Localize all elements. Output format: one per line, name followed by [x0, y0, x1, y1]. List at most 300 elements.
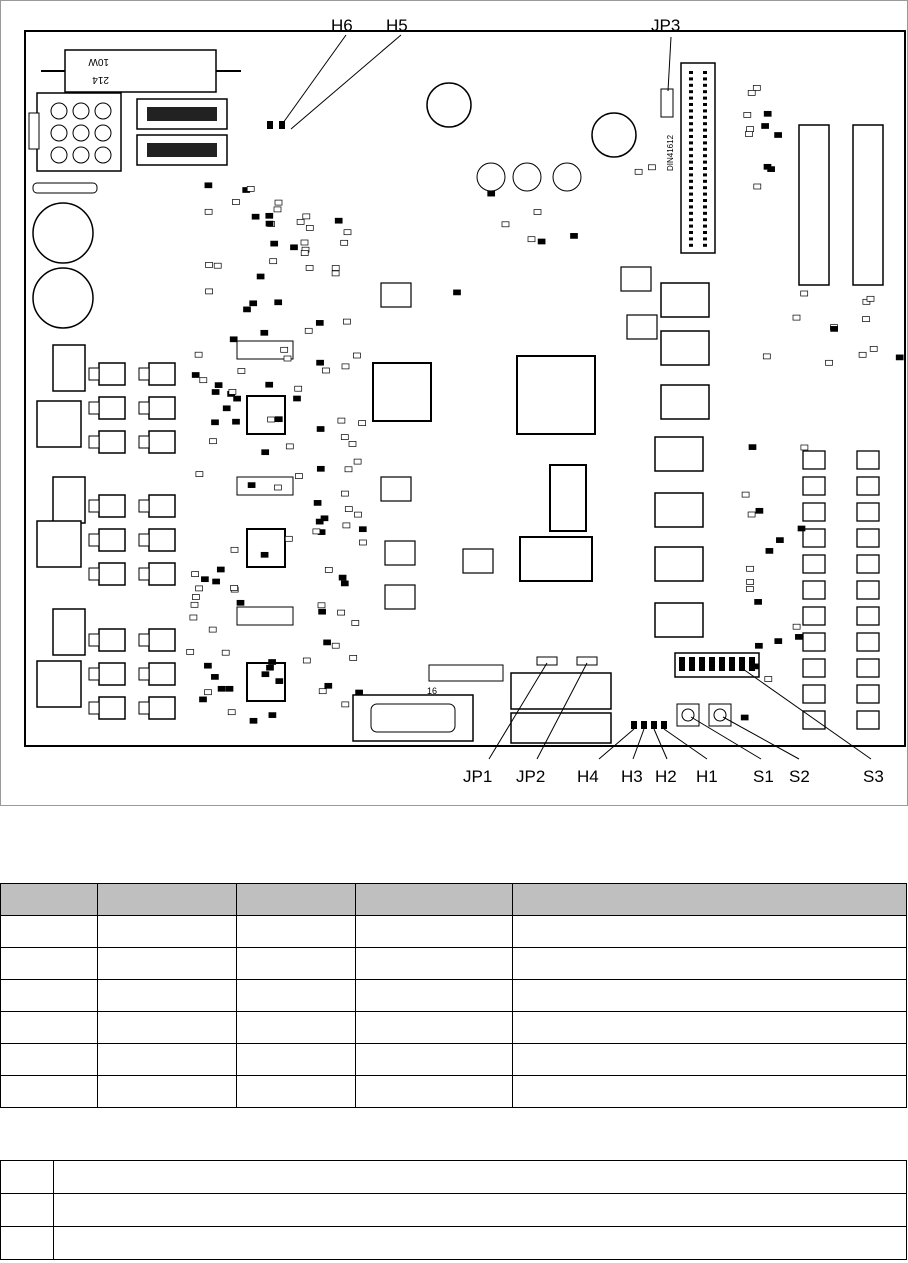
smd-part [196, 586, 203, 591]
smd-part [226, 686, 233, 691]
smd-part [275, 417, 282, 422]
crystal [33, 183, 97, 193]
smd-part [244, 307, 251, 312]
smd-part [222, 650, 229, 655]
jumper-jp3 [661, 89, 673, 117]
inductor-l2 [53, 477, 85, 523]
smd-part [751, 664, 758, 669]
table-cell [356, 948, 513, 980]
table-cell [356, 1012, 513, 1044]
smd-part [319, 609, 326, 614]
smd-part [297, 219, 304, 224]
din-pin [689, 154, 693, 157]
smd-part [206, 289, 213, 294]
callout-h3: H3 [621, 767, 643, 786]
table-row [1, 1227, 907, 1260]
inductor-round-2 [592, 113, 636, 157]
smd-part [793, 315, 800, 320]
smd-part [528, 237, 535, 242]
capacitor-c8 [513, 163, 541, 191]
smd-part [324, 640, 331, 645]
smd-part [200, 378, 207, 383]
smd-part [744, 112, 751, 117]
transistor [99, 363, 125, 385]
smd-part [325, 683, 332, 688]
smd-part [746, 132, 753, 137]
table-cell [98, 980, 237, 1012]
connector-pin [95, 103, 111, 119]
jumper-header [857, 685, 879, 703]
jumper-header [857, 477, 879, 495]
din-pin [703, 161, 707, 164]
smd-part [303, 214, 310, 219]
transistor-tab [89, 534, 99, 546]
jumper-header [803, 685, 825, 703]
table-row [1, 916, 907, 948]
smd-part [232, 200, 239, 205]
smd-part [215, 383, 222, 388]
callout-jp1: JP1 [463, 767, 493, 786]
transistor [99, 563, 125, 585]
din-pin [689, 148, 693, 151]
connector-pin [95, 125, 111, 141]
jumper-header [857, 529, 879, 547]
capacitor-c2 [33, 268, 93, 328]
table-cell [356, 1044, 513, 1076]
smd-part [212, 420, 219, 425]
din-pin [689, 135, 693, 138]
smd-part [210, 439, 217, 444]
table-cell [1, 980, 98, 1012]
smd-part [248, 483, 255, 488]
table-cell [513, 1044, 907, 1076]
dip-chip-small [381, 283, 411, 307]
table-cell [1, 916, 98, 948]
led-h2 [651, 721, 657, 729]
smd-part [306, 265, 313, 270]
smd-part [359, 527, 366, 532]
smd-part [648, 165, 655, 170]
smd-part [741, 715, 748, 720]
smd-part [205, 209, 212, 214]
din-pin [689, 199, 693, 202]
smd-part [795, 634, 802, 639]
smd-part [798, 526, 805, 531]
smd-part [748, 512, 755, 517]
smd-part [349, 441, 356, 446]
dip-chip [661, 283, 709, 317]
smd-part [766, 548, 773, 553]
transistor-tab [89, 500, 99, 512]
smd-part [801, 291, 808, 296]
table-cell [54, 1227, 907, 1260]
smd-part [303, 658, 310, 663]
table-cell [513, 980, 907, 1012]
smd-part [502, 222, 509, 227]
smd-part [295, 386, 302, 391]
smd-part [863, 317, 870, 322]
smd-part [231, 585, 238, 590]
din-pin [689, 90, 693, 93]
table-header-row [1, 884, 907, 916]
din-pin [703, 225, 707, 228]
dip-switch-key [679, 657, 685, 671]
table-cell [54, 1161, 907, 1194]
din-pin [689, 173, 693, 176]
transistor [149, 697, 175, 719]
transistor [149, 431, 175, 453]
specification-table [0, 883, 907, 1108]
din-pin [703, 205, 707, 208]
dip-switch-key [729, 657, 735, 671]
din-pin [703, 180, 707, 183]
smd-part [747, 127, 754, 132]
jumper-header [857, 581, 879, 599]
smd-part [343, 319, 350, 324]
transistor [149, 663, 175, 685]
smd-part [356, 690, 363, 695]
transistor [149, 629, 175, 651]
smd-part [762, 124, 769, 129]
transistor-tab [139, 368, 149, 380]
transistor [149, 563, 175, 585]
dip-chip-small [385, 585, 415, 609]
smd-part [269, 713, 276, 718]
callout-s3: S3 [863, 767, 884, 786]
dip-chip [655, 603, 703, 637]
capacitor-c9 [553, 163, 581, 191]
plcc-chip-1 [247, 396, 285, 434]
din-pin [703, 167, 707, 170]
smd-part [306, 225, 313, 230]
connector-x2 [37, 521, 81, 567]
callout-h5: H5 [386, 16, 408, 35]
smd-part [344, 230, 351, 235]
smd-part [200, 697, 207, 702]
smd-part [763, 354, 770, 359]
din-pin [689, 161, 693, 164]
db9-connector [353, 695, 473, 741]
smd-part [223, 406, 230, 411]
smd-part [355, 512, 362, 517]
dip-chip-small [381, 477, 411, 501]
smd-part [755, 643, 762, 648]
inductor-l1 [53, 345, 85, 391]
smd-part [212, 390, 219, 395]
smd-part [291, 245, 298, 250]
smd-part [747, 566, 754, 571]
smd-part [756, 508, 763, 513]
din-pin [689, 205, 693, 208]
smd-part [350, 655, 357, 660]
connector-x3 [37, 661, 81, 707]
smd-part [301, 251, 308, 256]
transistor-tab [139, 634, 149, 646]
table-cell [98, 948, 237, 980]
din-pin [689, 193, 693, 196]
table-cell [356, 916, 513, 948]
smd-part [746, 587, 753, 592]
smd-part [274, 485, 281, 490]
transistor [149, 363, 175, 385]
callout-jp2: JP2 [516, 767, 546, 786]
transistor-tab [139, 500, 149, 512]
table-row [1, 1194, 907, 1227]
jumper-header [857, 607, 879, 625]
smd-part [247, 186, 254, 191]
smd-part [237, 600, 244, 605]
smd-part [295, 474, 302, 479]
din-pin [703, 231, 707, 234]
jumper-header [803, 607, 825, 625]
smd-part [266, 382, 273, 387]
smd-part [268, 417, 275, 422]
smd-part [338, 418, 345, 423]
smd-part [359, 540, 366, 545]
din-pin [689, 116, 693, 119]
connector-pin [51, 103, 67, 119]
transistor [99, 663, 125, 685]
smd-part [266, 213, 273, 218]
table-cell [1, 1161, 54, 1194]
din-pin [703, 148, 707, 151]
table-cell [1, 1012, 98, 1044]
smd-part [192, 595, 199, 600]
connector-block-1 [511, 673, 611, 709]
smd-part [206, 262, 213, 267]
smd-part [742, 492, 749, 497]
jumper-header [803, 659, 825, 677]
smd-part [775, 639, 782, 644]
smd-part [571, 233, 578, 238]
din-pin [703, 186, 707, 189]
connector-pin [51, 125, 67, 141]
capacitor-c7 [477, 163, 505, 191]
table-cell [98, 1044, 237, 1076]
smd-part [196, 472, 203, 477]
table-row [1, 1044, 907, 1076]
jumper-header [803, 451, 825, 469]
table-cell [513, 1012, 907, 1044]
dip-chip [655, 547, 703, 581]
table-cell [237, 980, 356, 1012]
transistor-tab [89, 568, 99, 580]
smd-part [764, 111, 771, 116]
qfp-chip-main [517, 356, 595, 434]
connector-pin [73, 125, 89, 141]
smd-part [231, 547, 238, 552]
smd-part [859, 352, 866, 357]
connector-pins [51, 103, 111, 163]
smd-part [353, 353, 360, 358]
smd-part [749, 445, 756, 450]
transistor [149, 397, 175, 419]
pcb-drawing [1, 1, 907, 805]
table-cell [513, 1076, 907, 1108]
din-pin [689, 244, 693, 247]
table-row [1, 980, 907, 1012]
smd-part [317, 427, 324, 432]
din-label: DIN41612 [666, 134, 675, 171]
smd-part [234, 396, 241, 401]
smd-part [284, 356, 291, 361]
smd-part [305, 328, 312, 333]
smd-part [341, 435, 348, 440]
smd-part [322, 368, 329, 373]
transistor-tab [139, 436, 149, 448]
table-row [1, 1076, 907, 1108]
transistor [149, 495, 175, 517]
smd-part [317, 360, 324, 365]
ribbon-connector-2 [853, 125, 883, 285]
smd-part [262, 450, 269, 455]
smd-part [338, 610, 345, 615]
table-header-cell [1, 884, 98, 916]
led-h6 [267, 121, 273, 129]
jumper-header [803, 529, 825, 547]
din-pin [689, 237, 693, 240]
transistor [99, 495, 125, 517]
notes-table [0, 1160, 907, 1260]
smd-part [801, 445, 808, 450]
callout-s2: S2 [789, 767, 810, 786]
smd-part [343, 523, 350, 528]
din-pin [703, 135, 707, 138]
inductor-round-1 [427, 83, 471, 127]
fuse-1 [147, 107, 217, 121]
smd-part [748, 90, 755, 95]
smd-part [281, 347, 288, 352]
tsop-chip-1 [550, 465, 586, 531]
din-pin [703, 173, 707, 176]
din-pin [703, 129, 707, 132]
transistor-tab [89, 702, 99, 714]
din-pin [689, 180, 693, 183]
smd-part [229, 389, 236, 394]
transistor [99, 629, 125, 651]
table-cell [1, 1194, 54, 1227]
jumper-header [857, 659, 879, 677]
callout-h6: H6 [331, 16, 353, 35]
din-pin [703, 199, 707, 202]
smd-part [191, 602, 198, 607]
dip-switch-s3 [675, 653, 759, 677]
transistor-tab [89, 368, 99, 380]
din-pin [689, 71, 693, 74]
din-pin [689, 231, 693, 234]
din-pin [689, 103, 693, 106]
dip-switch-key [689, 657, 695, 671]
smd-part [250, 718, 257, 723]
smd-part [339, 575, 346, 580]
plcc-chip-2 [247, 529, 285, 567]
tsop-chip-2 [520, 537, 592, 581]
din-pin [703, 244, 707, 247]
smd-part [250, 301, 257, 306]
table-cell [1, 1076, 98, 1108]
din-pin [689, 141, 693, 144]
smd-part [205, 183, 212, 188]
din-pin [703, 97, 707, 100]
smd-part [342, 364, 349, 369]
din-pin [689, 84, 693, 87]
smd-part [314, 500, 321, 505]
smd-part [538, 239, 545, 244]
table-cell [1, 1227, 54, 1260]
jumper-header [857, 711, 879, 729]
smd-part [294, 396, 301, 401]
smd-part [775, 133, 782, 138]
ribbon-connector-1 [799, 125, 829, 285]
capacitor-c1 [33, 203, 93, 263]
smd-part [266, 221, 273, 226]
transistor-tab [139, 702, 149, 714]
callout-s1: S1 [753, 767, 774, 786]
smd-part [301, 240, 308, 245]
led-h3 [641, 721, 647, 729]
smd-part [319, 689, 326, 694]
din-pin [689, 129, 693, 132]
din-pin [703, 212, 707, 215]
smd-part [753, 85, 760, 90]
smd-part [341, 581, 348, 586]
smd-part [313, 529, 320, 534]
jumper-header [857, 633, 879, 651]
smd-part [896, 355, 903, 360]
callout-h1: H1 [696, 767, 718, 786]
resistor-code: 214 [92, 74, 109, 85]
transistor-tab [89, 634, 99, 646]
table-cell [356, 980, 513, 1012]
transistor [99, 529, 125, 551]
smd-part [488, 191, 495, 196]
smd-part [214, 263, 221, 268]
table-cell [54, 1194, 907, 1227]
smd-part [764, 164, 771, 169]
pin-header-16 [429, 665, 503, 681]
table-cell [98, 1076, 237, 1108]
smd-part [213, 579, 220, 584]
jumper-header [803, 633, 825, 651]
led-h4 [631, 721, 637, 729]
smd-part [187, 649, 194, 654]
table-header-cell [98, 884, 237, 916]
inductor-l3 [53, 609, 85, 655]
din-pin [689, 218, 693, 221]
header-pin-16: 16 [427, 686, 438, 696]
smd-part [276, 679, 283, 684]
smd-part [826, 360, 833, 365]
table-header-cell [237, 884, 356, 916]
table-cell [98, 916, 237, 948]
smd-part [228, 710, 235, 715]
table-cell [237, 1076, 356, 1108]
dip-switch-key [739, 657, 745, 671]
smd-part [332, 266, 339, 271]
jumper-header [857, 555, 879, 573]
smd-part [274, 207, 281, 212]
din-pin [703, 154, 707, 157]
smd-part [252, 214, 259, 219]
transistor-tab [89, 436, 99, 448]
table-row [1, 1012, 907, 1044]
smd-part [218, 686, 225, 691]
din-pin [689, 186, 693, 189]
callout-jp3: JP3 [651, 16, 681, 35]
header-2 [237, 477, 293, 495]
din-pin [689, 167, 693, 170]
qfp-chip-small [373, 363, 431, 421]
